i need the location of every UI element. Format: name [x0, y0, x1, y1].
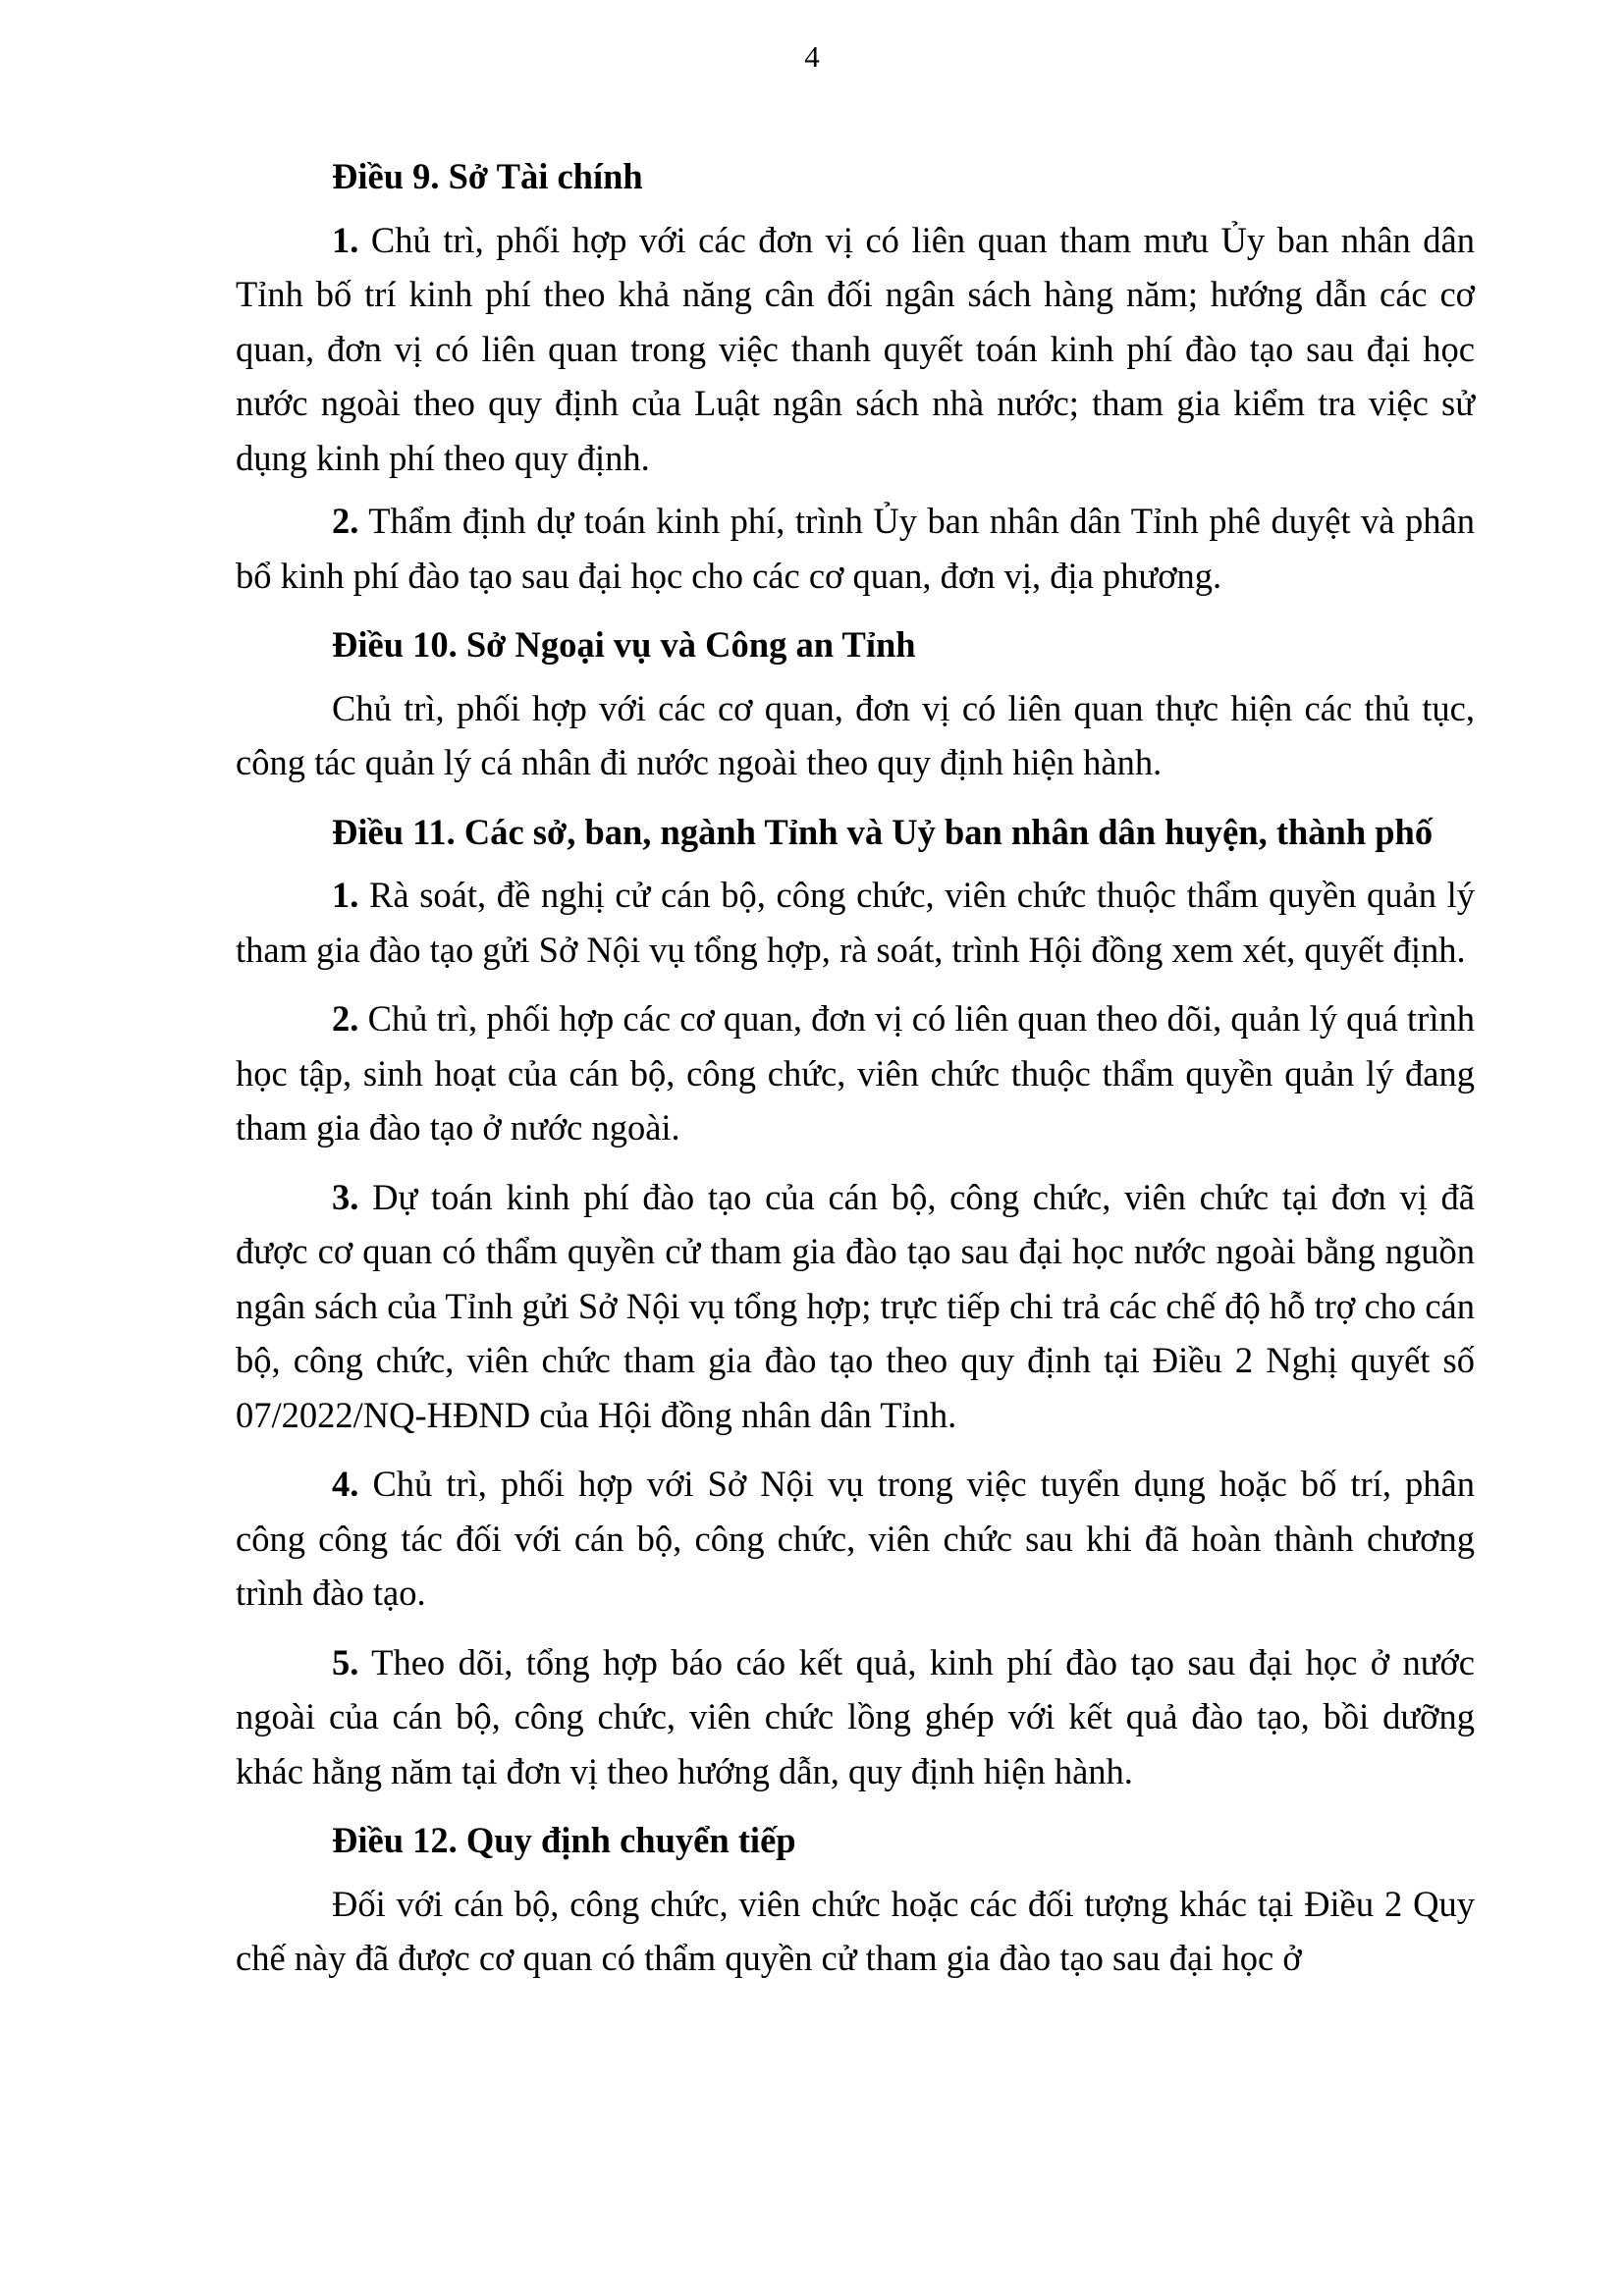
article-9-clause-2 [236, 494, 1475, 603]
article-10-body [236, 681, 1475, 790]
clause-text: Chủ trì, phối hợp với các cơ quan, đơn vị có liên quan thực hiện các thủ tục, công tác quản lý cá nhân đi nước ngoài theo quy định hiện hành. [236, 687, 1475, 782]
clause-text: Rà soát, đề nghị cử cán bộ, công chức, viên chức thuộc thẩm quyền quản lý tham gia đào tạo gửi Sở Nội vụ tổng hợp, rà soát, trình Hội đồng xem xét, quyết định. [236, 875, 1475, 970]
clause-number: 4. [332, 1464, 359, 1504]
article-11-clause-2 [236, 991, 1475, 1155]
clause-text: Chủ trì, phối hợp với Sở Nội vụ trong việc tuyển dụng hoặc bố trí, phân công công tác đối với cán bộ, công chức, viên chức sau khi đã hoàn thành chương trình đào tạo. [236, 1464, 1475, 1613]
article-11-clause-5 [236, 1635, 1475, 1799]
article-10-heading: Điều 10. Sở Ngoại vụ và Công an Tỉnh [332, 624, 916, 665]
page-number: 4 [804, 39, 820, 74]
article-12-body [236, 1877, 1475, 1986]
article-11-clause-3 [236, 1170, 1475, 1443]
clause-text: Đối với cán bộ, công chức, viên chức hoặc các đối tượng khác tại Điều 2 Quy chế này đã được cơ quan có thẩm quyền cử tham gia đào tạo sau đại học ở [236, 1883, 1475, 1978]
clause-number: 2. [332, 501, 359, 541]
article-11-clause-4 [236, 1457, 1475, 1621]
document-body [236, 149, 1475, 1986]
clause-number: 5. [332, 1641, 359, 1682]
article-11-heading: Điều 11. Các sở, ban, ngành Tỉnh và Uỷ ban nhân dân huyện, thành phố [332, 811, 1434, 852]
article-11-clause-1 [236, 868, 1475, 977]
clause-text: Chủ trì, phối hợp các cơ quan, đơn vị có liên quan theo dõi, quản lý quá trình học tập, sinh hoạt của cán bộ, công chức, viên chức thuộc thẩm quyền quản lý đang tham gia đào tạo ở nước ngoài. [236, 998, 1475, 1148]
clause-number: 2. [332, 998, 359, 1039]
clause-number: 1. [332, 219, 359, 260]
article-12-heading: Điều 12. Quy định chuyển tiếp [332, 1820, 796, 1860]
clause-number: 1. [332, 875, 359, 915]
clause-text: Theo dõi, tổng hợp báo cáo kết quả, kinh phí đào tạo sau đại học ở nước ngoài của cán bộ, công chức, viên chức lồng ghép với kết quả đào tạo, bồi dưỡng khác hằng năm tại đơn vị theo hướng dẫn, quy định hiện hành. [236, 1641, 1475, 1791]
clause-number: 3. [332, 1176, 359, 1217]
article-9-heading: Điều 9. Sở Tài chính [332, 156, 643, 196]
clause-text: Dự toán kinh phí đào tạo của cán bộ, công chức, viên chức tại đơn vị đã được cơ quan có thẩm quyền cử tham gia đào tạo sau đại học nước ngoài bằng nguồn ngân sách của Tỉnh gửi Sở Nội vụ tổng hợp; trực tiếp chi trả các chế độ hỗ trợ cho cán bộ, công chức, viên chức tham gia đào tạo theo quy định tại Điều 2 Nghị quyết số 07/2022/NQ-HĐND của Hội đồng nhân dân Tỉnh. [236, 1176, 1475, 1435]
clause-text: Thẩm định dự toán kinh phí, trình Ủy ban nhân dân Tỉnh phê duyệt và phân bổ kinh phí đào tạo sau đại học cho các cơ quan, đơn vị, địa phương. [236, 501, 1475, 596]
clause-text: Chủ trì, phối hợp với các đơn vị có liên quan tham mưu Ủy ban nhân dân Tỉnh bố trí kinh phí theo khả năng cân đối ngân sách hàng năm; hướng dẫn các cơ quan, đơn vị có liên quan trong việc thanh quyết toán kinh phí đào tạo sau đại học nước ngoài theo quy định của Luật ngân sách nhà nước; tham gia kiểm tra việc sử dụng kinh phí theo quy định. [236, 219, 1475, 478]
article-9-clause-1 [236, 213, 1475, 486]
